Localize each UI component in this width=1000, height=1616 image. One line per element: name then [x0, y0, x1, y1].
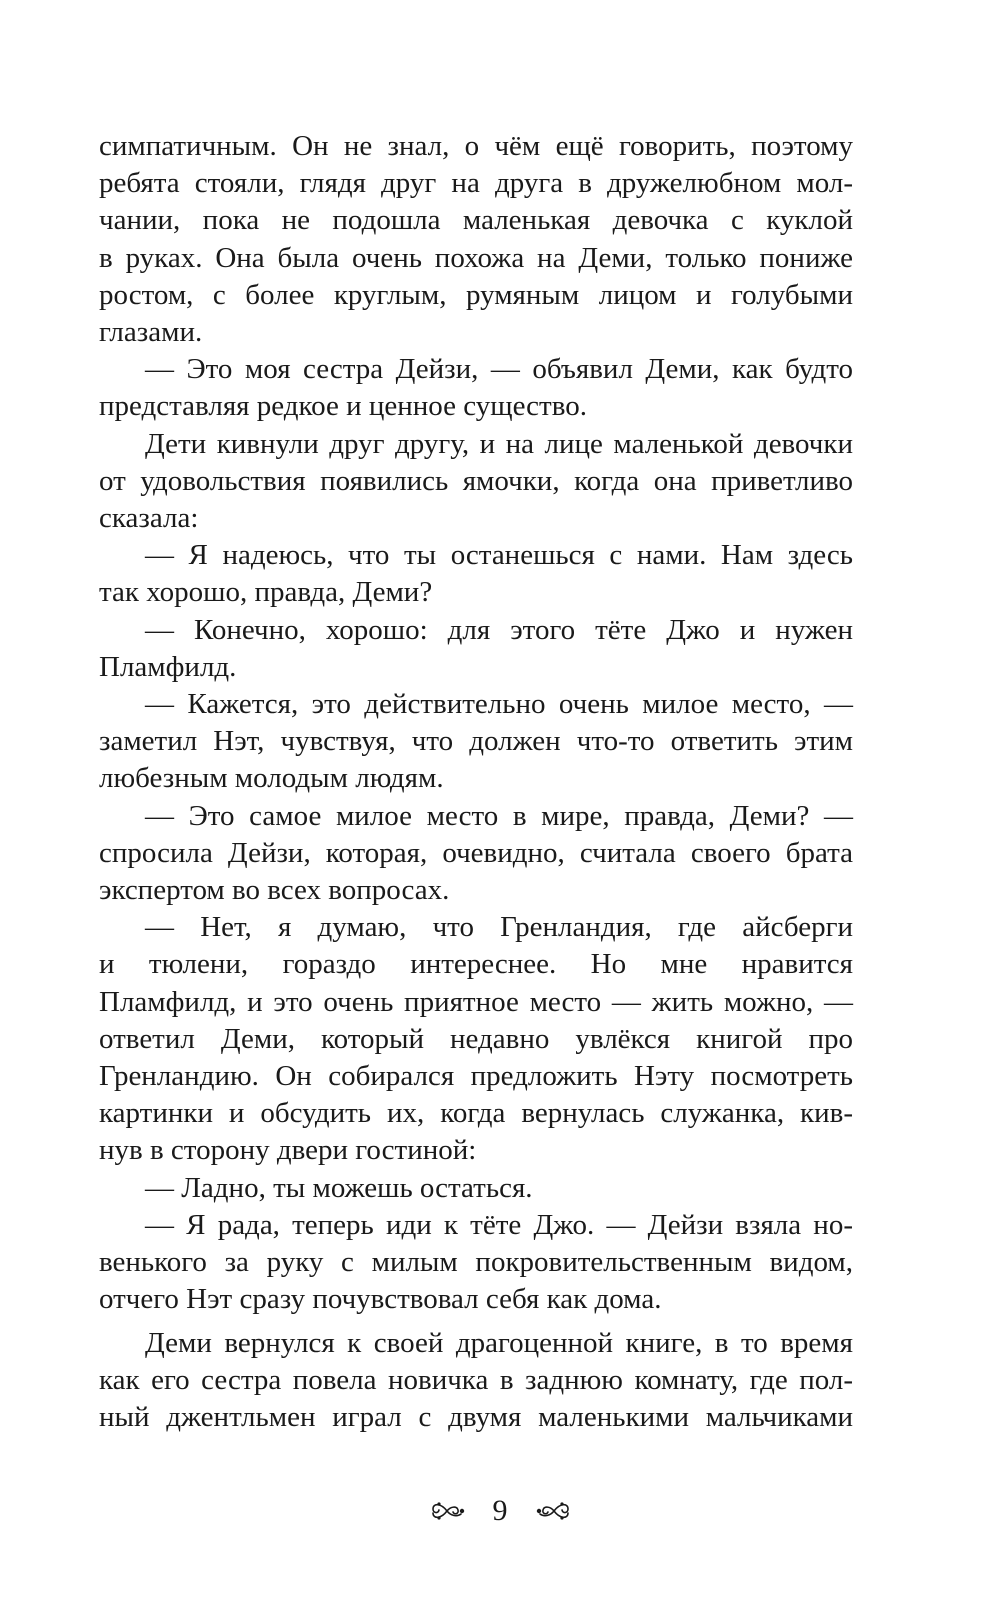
paragraph [99, 351, 853, 425]
text-line: ответил Деми, который недавно увлёкся книгой про [99, 1022, 853, 1055]
text-line: картинки и обсудить их, когда вернулась служанка, кив- [99, 1097, 853, 1130]
text-line: в руках. Она была очень похожа на Деми, только пониже [99, 241, 853, 274]
text-line: — Ладно, ты можешь остаться. [145, 1171, 533, 1204]
text-line: как его сестра повела новичка в заднюю комнату, где пол- [99, 1363, 853, 1396]
text-line: Дети кивнули друг другу, и на лице маленькой девочки [145, 427, 853, 460]
text-line: представляя редкое и ценное существо. [99, 390, 587, 423]
text-line: спросила Дейзи, которая, очевидно, считала своего брата [99, 836, 853, 869]
text-line: — Кажется, это действительно очень милое место, — [145, 688, 853, 721]
text-line: ный джентльмен играл с двумя маленькими мальчиками [99, 1400, 853, 1433]
text-line: сказала: [99, 502, 199, 535]
paragraph [99, 612, 853, 686]
paragraph [99, 537, 853, 611]
text-line: — Я надеюсь, что ты останешься с нами. Нам здесь [145, 539, 853, 572]
text-line: Гренландию. Он собирался предложить Нэту посмотреть [99, 1060, 853, 1093]
paragraph [99, 686, 853, 798]
text-line: — Нет, я думаю, что Гренландия, где айсберги [145, 911, 853, 944]
ornament-right-icon [534, 1497, 574, 1525]
ornament-left-icon [427, 1497, 467, 1525]
text-line: венького за руку с милым покровительственным видом, [99, 1246, 853, 1279]
text-line: нув в сторону двери гостиной: [99, 1134, 477, 1167]
text-line: экспертом во всех вопросах. [99, 874, 450, 907]
text-line: и тюлени, гораздо интереснее. Но мне нравится [99, 948, 853, 981]
text-line: ростом, с более круглым, румяным лицом и голубыми [99, 278, 853, 311]
text-line: Пламфилд, и это очень приятное место — жить можно, — [99, 985, 853, 1018]
paragraph [99, 909, 853, 1169]
paragraph [99, 426, 853, 538]
body-text [99, 128, 853, 1436]
text-line: ребята стояли, глядя друг на друга в дружелюбном мол- [99, 167, 853, 200]
text-line: — Это моя сестра Дейзи, — объявил Деми, как будто [145, 353, 853, 386]
page-number: 9 [492, 1494, 508, 1527]
paragraph [99, 1170, 853, 1207]
text-line: Пламфилд. [99, 650, 237, 683]
text-line: Деми вернулся к своей драгоценной книге, в то время [145, 1326, 853, 1359]
text-line: симпатичным. Он не знал, о чём ещё говорить, поэтому [99, 130, 853, 162]
page-footer [0, 1494, 1000, 1528]
text-line: так хорошо, правда, Деми? [99, 576, 433, 609]
text-line: чании, пока не подошла маленькая девочка с куклой [99, 204, 853, 237]
paragraph [99, 128, 853, 351]
text-line: — Конечно, хорошо: для этого тёте Джо и нужен [145, 613, 853, 646]
text-line: заметил Нэт, чувствуя, что должен что-то ответить этим [99, 725, 853, 758]
text-line: отчего Нэт сразу почувствовал себя как дома. [99, 1283, 662, 1316]
text-line: любезным молодым людям. [99, 762, 444, 795]
paragraph [99, 1325, 853, 1437]
text-line: — Это самое милое место в мире, правда, Деми? — [145, 799, 853, 832]
paragraph [99, 1207, 853, 1319]
text-line: от удовольствия появились ямочки, когда она приветливо [99, 464, 853, 497]
paragraph [99, 798, 853, 910]
text-line: — Я рада, теперь иди к тёте Джо. — Дейзи взяла но- [145, 1208, 853, 1241]
text-line: глазами. [99, 316, 203, 349]
